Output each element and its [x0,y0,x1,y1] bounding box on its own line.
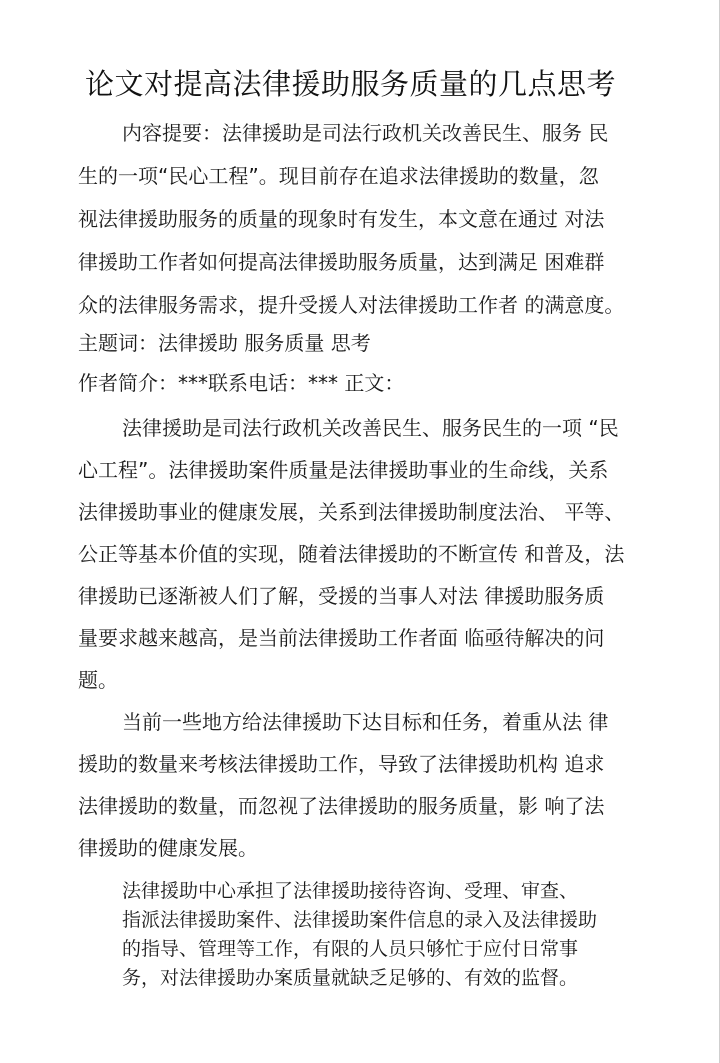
body-line: 律援助已逐渐被人们了解，受援的当事人对法 律援助服务质 [78,584,605,608]
body-line: 公正等基本价值的实现，随着法律援助的不断宣传 和普及，法 [78,542,625,566]
body-line: 法律援助的数量，而忽视了法律援助的服务质量，影 响了法 [78,794,605,818]
body-line: 法律援助中心承担了法律援助接待咨询、受理、审查、 [122,880,579,902]
body-line: 法律援助事业的健康发展，关系到法律援助制度法治、 平等、 [78,500,625,524]
document-title: 论文对提高法律援助服务质量的几点思考 [85,67,617,101]
body-line: 援助的数量来考核法律援助工作，导致了法律援助机构 追求 [78,752,605,776]
body-line: 心工程”。法律援助案件质量是法律援助事业的生命线，关系 [78,458,609,482]
abstract-line: 生的一项“民心工程”。现目前存在追求法律援助的数量，忽 [78,164,599,188]
body-line: 量要求越来越高，是当前法律援助工作者面 临亟待解决的问 [78,626,605,650]
body-line: 律援助的健康发展。 [78,836,258,860]
body-line: 当前一些地方给法律援助下达目标和任务，着重从法 律 [122,710,609,734]
body-line: 指派法律援助案件、法律援助案件信息的录入及法律援助 [122,909,598,931]
body-line: 务，对法律援助办案质量就缺乏足够的、有效的监督。 [122,967,579,989]
author-line: 作者简介：***联系电话：*** 正文： [78,371,405,395]
body-line: 法律援助是司法行政机关改善民生、服务民生的一项 “民 [122,416,619,440]
body-line: 题。 [78,668,118,692]
abstract-line: 律援助工作者如何提高法律援助服务质量，达到满足 困难群 [78,250,605,274]
abstract-line: 内容提要：法律援助是司法行政机关改善民生、服务 民 [122,121,609,145]
keywords-line: 主题词：法律援助 服务质量 思考 [78,331,371,355]
abstract-line: 众的法律服务需求，提升受援人对法律援助工作者 的满意度。 [78,293,625,317]
body-line: 的指导、管理等工作，有限的人员只够忙于应付日常事 [122,938,579,960]
abstract-line: 视法律援助服务的质量的现象时有发生，本文意在通过 对法 [78,207,605,231]
